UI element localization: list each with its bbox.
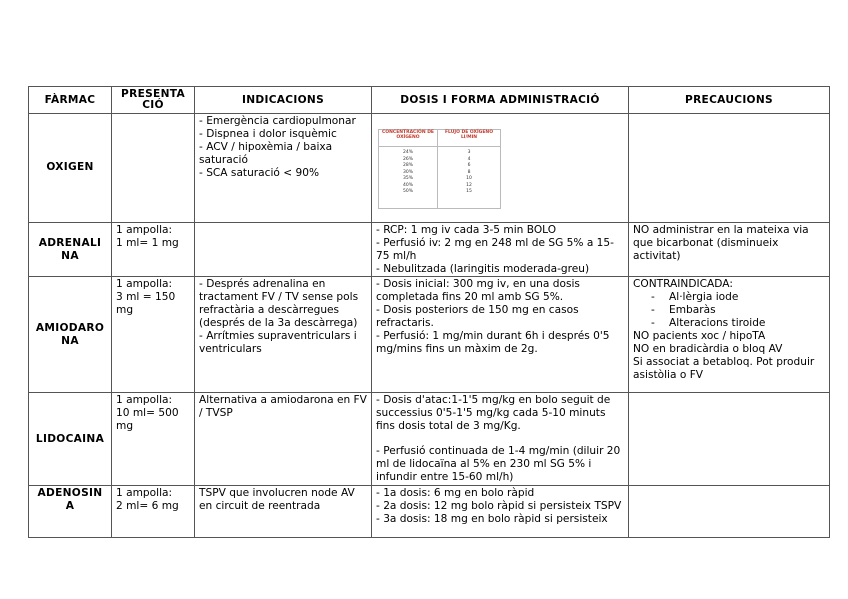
precaucions-cell bbox=[629, 114, 830, 223]
contraindications-list bbox=[633, 291, 825, 330]
dosis-cell: - 1a dosis: 6 mg en bolo ràpid - 2a dosis: 12 mg bolo ràpid si persisteix TSPV - 3a dosis: 18 mg en bolo ràpid si persisteix bbox=[372, 485, 629, 537]
header-presentacio: PRESENTA CIÓ bbox=[112, 87, 195, 114]
indicacions-cell: TSPV que involucren node AV en circuit de reentrada bbox=[195, 485, 372, 537]
indicacions-cell: Alternativa a amiodarona en FV / TVSP bbox=[195, 393, 372, 485]
header-dosis: DOSIS I FORMA ADMINISTRACIÓ bbox=[372, 87, 629, 114]
header-indicacions: INDICACIONS bbox=[195, 87, 372, 114]
drug-table bbox=[28, 86, 830, 538]
image-left-values: 24% 26% 28% 30% 35% 40% 50% bbox=[402, 149, 413, 195]
dosis-cell bbox=[372, 393, 629, 485]
header-precaucions: PRECAUCIONS bbox=[629, 87, 830, 114]
precaucions-heading: CONTRAINDICADA: bbox=[633, 278, 733, 291]
list-item: - Al·lèrgia iode bbox=[669, 291, 825, 304]
indicacions-cell: - Emergència cardiopulmonar - Dispnea i dolor isquèmic - ACV / hipoxèmia / baixa saturació - SCA saturació < 90% bbox=[195, 114, 372, 223]
drug-name: OXIGEN bbox=[29, 114, 112, 223]
list-item: - Alteracions tiroide bbox=[669, 317, 825, 330]
presentacio-cell: 1 ampolla: 2 ml= 6 mg bbox=[112, 485, 195, 537]
dosis-cell: - RCP: 1 mg iv cada 3-5 min BOLO - Perfusió iv: 2 mg en 248 ml de SG 5% a 15-75 ml/h - Nebulitzada (laringitis moderada-greu) bbox=[372, 222, 629, 277]
table-row-oxigen bbox=[29, 114, 830, 223]
presentacio-cell: 1 ampolla: 10 ml= 500 mg bbox=[112, 393, 195, 485]
dosis-part-1: - Dosis d'atac:1-1'5 mg/kg en bolo seguit de successius 0'5-1'5 mg/kg cada 5-10 minuts fins dosis total de 3 mg/Kg. bbox=[376, 394, 611, 433]
indicacions-cell bbox=[195, 222, 372, 277]
table-row-adrenalina bbox=[29, 222, 830, 277]
precaucions-cell bbox=[629, 393, 830, 485]
image-header-right: FLUJO DE OXÍGENO LI/MIN bbox=[438, 130, 500, 147]
drug-name: LIDOCAINA bbox=[29, 393, 112, 485]
header-row bbox=[29, 87, 830, 114]
precaucions-notes: NO pacients xoc / hipoTA NO en bradicàrdia o bloq AV Si associat a betabloq. Pot produir asistòlia o FV bbox=[633, 330, 815, 381]
oxygen-flow-table-image bbox=[378, 129, 501, 209]
table-row-amiodarona bbox=[29, 277, 830, 393]
table-row-adenosina bbox=[29, 485, 830, 537]
precaucions-cell: NO administrar en la mateixa via que bicarbonat (disminueix activitat) bbox=[629, 222, 830, 277]
dosis-part-2: - Perfusió continuada de 1-4 mg/min (diluir 20 ml de lidocaïna al 5% en 230 ml SG 5% i infundir entre 15-60 ml/h) bbox=[376, 445, 621, 483]
image-header-left: CONCENTRACIÓN DE OXÍGENO bbox=[379, 130, 437, 147]
precaucions-cell bbox=[629, 485, 830, 537]
paragraph-gap bbox=[376, 433, 624, 445]
list-item: - Embaràs bbox=[669, 304, 825, 317]
presentacio-cell bbox=[112, 114, 195, 223]
indicacions-cell: - Després adrenalina en tractament FV / TV sense pols refractària a descàrregues (després de la 3a descàrrega) - Arrítmies supraventriculars i ventriculars bbox=[195, 277, 372, 393]
table-row-lidocaina bbox=[29, 393, 830, 485]
dosis-cell bbox=[372, 114, 629, 223]
drug-table-document bbox=[28, 86, 829, 538]
drug-name: ADENOSIN A bbox=[29, 485, 112, 537]
drug-name: ADRENALI NA bbox=[29, 222, 112, 277]
presentacio-cell: 1 ampolla: 3 ml = 150 mg bbox=[112, 277, 195, 393]
presentacio-cell: 1 ampolla: 1 ml= 1 mg bbox=[112, 222, 195, 277]
header-farmac: FÀRMAC bbox=[29, 87, 112, 114]
drug-name: AMIODARO NA bbox=[29, 277, 112, 393]
image-right-values: 3 4 6 8 10 12 15 bbox=[466, 149, 472, 195]
dosis-cell: - Dosis inicial: 300 mg iv, en una dosis completada fins 20 ml amb SG 5%. - Dosis posteriors de 150 mg en casos refractaris. - Perfusió: 1 mg/min durant 6h i després 0'5 mg/mins fins un màxim de 2g. bbox=[372, 277, 629, 393]
precaucions-cell bbox=[629, 277, 830, 393]
